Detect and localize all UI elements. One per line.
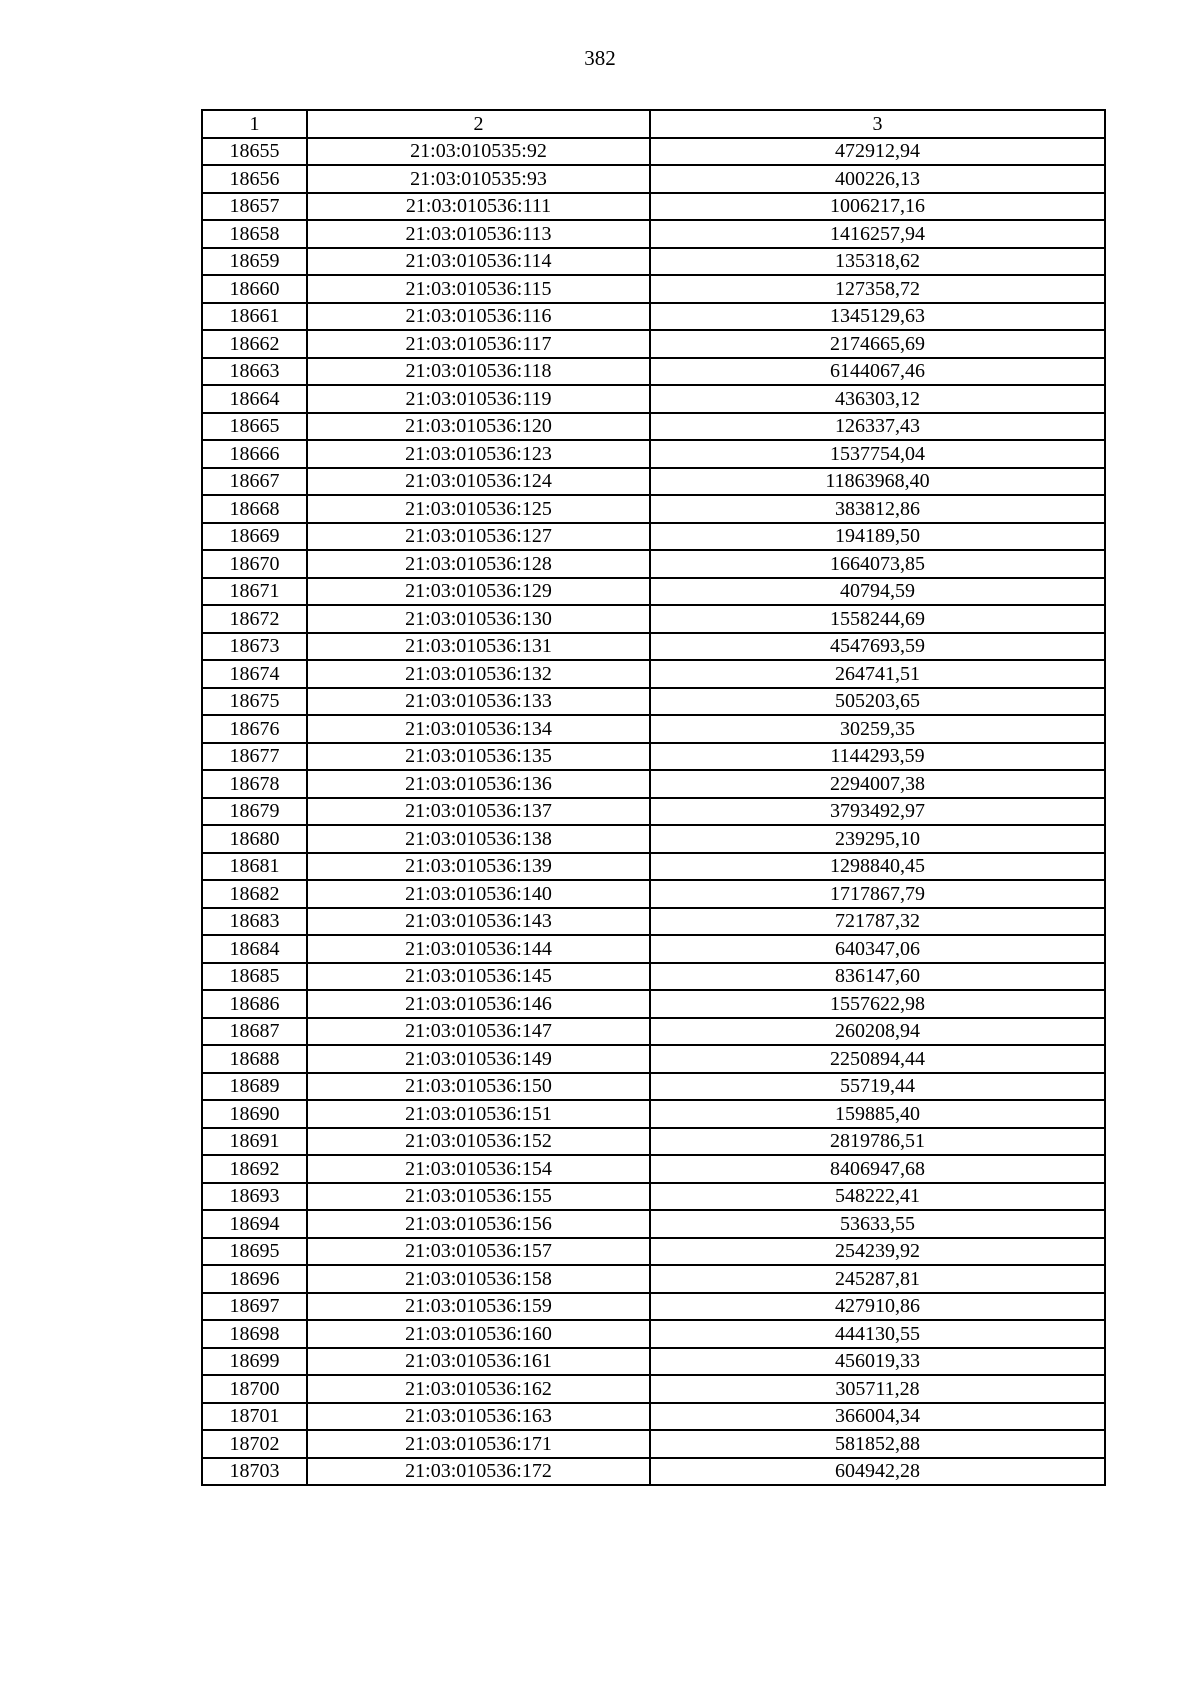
row-number-cell: 18667 (202, 468, 307, 496)
cadastral-value-cell: 254239,92 (650, 1238, 1105, 1266)
table-row (202, 1183, 1105, 1211)
cadastral-value-cell: 55719,44 (650, 1073, 1105, 1101)
cadastral-number-cell: 21:03:010536:139 (307, 853, 650, 881)
cadastral-value-cell: 548222,41 (650, 1183, 1105, 1211)
row-number-cell: 18702 (202, 1430, 307, 1458)
table-header-row (202, 110, 1105, 138)
table-row (202, 1100, 1105, 1128)
cadastral-number-cell: 21:03:010536:172 (307, 1458, 650, 1486)
row-number-cell: 18680 (202, 825, 307, 853)
cadastral-number-cell: 21:03:010536:145 (307, 963, 650, 991)
row-number-cell: 18657 (202, 193, 307, 221)
row-number-cell: 18668 (202, 495, 307, 523)
cadastral-number-cell: 21:03:010536:119 (307, 385, 650, 413)
cadastral-number-cell: 21:03:010536:115 (307, 275, 650, 303)
table-row (202, 1155, 1105, 1183)
row-number-cell: 18701 (202, 1403, 307, 1431)
cadastral-number-cell: 21:03:010536:140 (307, 880, 650, 908)
table-row (202, 220, 1105, 248)
cadastral-number-cell: 21:03:010536:118 (307, 358, 650, 386)
cadastral-value-cell: 264741,51 (650, 660, 1105, 688)
cadastral-number-cell: 21:03:010536:138 (307, 825, 650, 853)
table-row (202, 633, 1105, 661)
column-header-2: 2 (307, 110, 650, 138)
cadastral-value-cell: 127358,72 (650, 275, 1105, 303)
cadastral-number-cell: 21:03:010536:123 (307, 440, 650, 468)
table-row (202, 1045, 1105, 1073)
cadastral-value-cell: 456019,33 (650, 1348, 1105, 1376)
row-number-cell: 18690 (202, 1100, 307, 1128)
table-row (202, 660, 1105, 688)
row-number-cell: 18674 (202, 660, 307, 688)
row-number-cell: 18660 (202, 275, 307, 303)
cadastral-value-cell: 40794,59 (650, 578, 1105, 606)
cadastral-number-cell: 21:03:010536:144 (307, 935, 650, 963)
cadastral-value-cell: 436303,12 (650, 385, 1105, 413)
cadastral-number-cell: 21:03:010535:92 (307, 138, 650, 166)
table-row (202, 908, 1105, 936)
row-number-cell: 18688 (202, 1045, 307, 1073)
row-number-cell: 18671 (202, 578, 307, 606)
row-number-cell: 18673 (202, 633, 307, 661)
table-row (202, 1265, 1105, 1293)
cadastral-value-cell: 135318,62 (650, 248, 1105, 276)
row-number-cell: 18659 (202, 248, 307, 276)
cadastral-value-cell: 3793492,97 (650, 798, 1105, 826)
page-number: 382 (584, 46, 616, 70)
table-row (202, 1320, 1105, 1348)
table-row (202, 1375, 1105, 1403)
cadastral-number-cell: 21:03:010536:130 (307, 605, 650, 633)
row-number-cell: 18670 (202, 550, 307, 578)
cadastral-number-cell: 21:03:010536:117 (307, 330, 650, 358)
row-number-cell: 18666 (202, 440, 307, 468)
cadastral-value-cell: 30259,35 (650, 715, 1105, 743)
cadastral-value-cell: 2294007,38 (650, 770, 1105, 798)
cadastral-number-cell: 21:03:010536:116 (307, 303, 650, 331)
cadastral-value-cell: 11863968,40 (650, 468, 1105, 496)
cadastral-value-cell: 6144067,46 (650, 358, 1105, 386)
cadastral-number-cell: 21:03:010536:150 (307, 1073, 650, 1101)
cadastral-value-cell: 1416257,94 (650, 220, 1105, 248)
cadastral-value-cell: 836147,60 (650, 963, 1105, 991)
row-number-cell: 18663 (202, 358, 307, 386)
cadastral-value-cell: 305711,28 (650, 1375, 1105, 1403)
cadastral-value-cell: 721787,32 (650, 908, 1105, 936)
cadastral-value-cell: 444130,55 (650, 1320, 1105, 1348)
cadastral-number-cell: 21:03:010536:127 (307, 523, 650, 551)
table-row (202, 1430, 1105, 1458)
row-number-cell: 18684 (202, 935, 307, 963)
cadastral-number-cell: 21:03:010536:137 (307, 798, 650, 826)
cadastral-number-cell: 21:03:010536:129 (307, 578, 650, 606)
cadastral-number-cell: 21:03:010536:113 (307, 220, 650, 248)
row-number-cell: 18682 (202, 880, 307, 908)
row-number-cell: 18669 (202, 523, 307, 551)
table-row (202, 688, 1105, 716)
row-number-cell: 18687 (202, 1018, 307, 1046)
cadastral-value-cell: 581852,88 (650, 1430, 1105, 1458)
table-row (202, 1293, 1105, 1321)
cadastral-number-cell: 21:03:010536:156 (307, 1210, 650, 1238)
cadastral-value-cell: 53633,55 (650, 1210, 1105, 1238)
cadastral-number-cell: 21:03:010536:143 (307, 908, 650, 936)
cadastral-value-cell: 245287,81 (650, 1265, 1105, 1293)
cadastral-value-cell: 1537754,04 (650, 440, 1105, 468)
table-row (202, 770, 1105, 798)
cadastral-value-cell: 383812,86 (650, 495, 1105, 523)
cadastral-value-cell: 1298840,45 (650, 853, 1105, 881)
cadastral-number-cell: 21:03:010536:157 (307, 1238, 650, 1266)
table-body (202, 138, 1105, 1486)
cadastral-value-cell: 1144293,59 (650, 743, 1105, 771)
cadastral-value-cell: 1717867,79 (650, 880, 1105, 908)
cadastral-number-cell: 21:03:010536:132 (307, 660, 650, 688)
table-row (202, 385, 1105, 413)
table-row (202, 853, 1105, 881)
cadastral-value-cell: 159885,40 (650, 1100, 1105, 1128)
cadastral-number-cell: 21:03:010536:151 (307, 1100, 650, 1128)
row-number-cell: 18697 (202, 1293, 307, 1321)
cadastral-number-cell: 21:03:010536:158 (307, 1265, 650, 1293)
table-row (202, 1128, 1105, 1156)
cadastral-number-cell: 21:03:010536:159 (307, 1293, 650, 1321)
cadastral-number-cell: 21:03:010536:152 (307, 1128, 650, 1156)
table-row (202, 605, 1105, 633)
cadastral-value-cell: 2819786,51 (650, 1128, 1105, 1156)
cadastral-value-cell: 1345129,63 (650, 303, 1105, 331)
table-row (202, 413, 1105, 441)
row-number-cell: 18655 (202, 138, 307, 166)
row-number-cell: 18683 (202, 908, 307, 936)
cadastral-value-cell: 260208,94 (650, 1018, 1105, 1046)
row-number-cell: 18692 (202, 1155, 307, 1183)
table-row (202, 303, 1105, 331)
cadastral-value-cell: 505203,65 (650, 688, 1105, 716)
row-number-cell: 18700 (202, 1375, 307, 1403)
cadastral-number-cell: 21:03:010536:149 (307, 1045, 650, 1073)
cadastral-value-cell: 8406947,68 (650, 1155, 1105, 1183)
table-row (202, 1403, 1105, 1431)
cadastral-value-cell: 4547693,59 (650, 633, 1105, 661)
row-number-cell: 18658 (202, 220, 307, 248)
table-row (202, 963, 1105, 991)
table-row (202, 358, 1105, 386)
table-row (202, 275, 1105, 303)
row-number-cell: 18675 (202, 688, 307, 716)
row-number-cell: 18686 (202, 990, 307, 1018)
row-number-cell: 18677 (202, 743, 307, 771)
table-row (202, 330, 1105, 358)
table-row (202, 1210, 1105, 1238)
cadastral-value-cell: 2250894,44 (650, 1045, 1105, 1073)
table-row (202, 248, 1105, 276)
cadastral-number-cell: 21:03:010535:93 (307, 165, 650, 193)
row-number-cell: 18661 (202, 303, 307, 331)
table-row (202, 880, 1105, 908)
cadastral-number-cell: 21:03:010536:120 (307, 413, 650, 441)
row-number-cell: 18681 (202, 853, 307, 881)
table-row (202, 1238, 1105, 1266)
row-number-cell: 18694 (202, 1210, 307, 1238)
cadastral-number-cell: 21:03:010536:133 (307, 688, 650, 716)
table-row (202, 138, 1105, 166)
cadastral-value-cell: 194189,50 (650, 523, 1105, 551)
table-row (202, 743, 1105, 771)
row-number-cell: 18656 (202, 165, 307, 193)
row-number-cell: 18699 (202, 1348, 307, 1376)
cadastral-value-cell: 239295,10 (650, 825, 1105, 853)
row-number-cell: 18672 (202, 605, 307, 633)
cadastral-value-cell: 1558244,69 (650, 605, 1105, 633)
row-number-cell: 18665 (202, 413, 307, 441)
cadastral-value-cell: 1006217,16 (650, 193, 1105, 221)
table-row (202, 468, 1105, 496)
cadastral-number-cell: 21:03:010536:131 (307, 633, 650, 661)
cadastral-number-cell: 21:03:010536:114 (307, 248, 650, 276)
table-row (202, 495, 1105, 523)
cadastral-number-cell: 21:03:010536:125 (307, 495, 650, 523)
cadastral-value-cell: 2174665,69 (650, 330, 1105, 358)
table-row (202, 1018, 1105, 1046)
table-row (202, 578, 1105, 606)
cadastral-value-cell: 126337,43 (650, 413, 1105, 441)
table-row (202, 798, 1105, 826)
cadastral-number-cell: 21:03:010536:171 (307, 1430, 650, 1458)
row-number-cell: 18696 (202, 1265, 307, 1293)
row-number-cell: 18676 (202, 715, 307, 743)
row-number-cell: 18662 (202, 330, 307, 358)
table-row (202, 935, 1105, 963)
cadastral-number-cell: 21:03:010536:163 (307, 1403, 650, 1431)
row-number-cell: 18689 (202, 1073, 307, 1101)
table-row (202, 440, 1105, 468)
column-header-1: 1 (202, 110, 307, 138)
cadastral-number-cell: 21:03:010536:128 (307, 550, 650, 578)
table-row (202, 523, 1105, 551)
row-number-cell: 18703 (202, 1458, 307, 1486)
row-number-cell: 18693 (202, 1183, 307, 1211)
cadastral-number-cell: 21:03:010536:160 (307, 1320, 650, 1348)
cadastral-number-cell: 21:03:010536:155 (307, 1183, 650, 1211)
table-row (202, 990, 1105, 1018)
cadastral-value-cell: 1557622,98 (650, 990, 1105, 1018)
row-number-cell: 18678 (202, 770, 307, 798)
cadastral-value-cell: 427910,86 (650, 1293, 1105, 1321)
table-row (202, 550, 1105, 578)
cadastral-number-cell: 21:03:010536:154 (307, 1155, 650, 1183)
table-row (202, 193, 1105, 221)
cadastral-number-cell: 21:03:010536:134 (307, 715, 650, 743)
table-row (202, 165, 1105, 193)
cadastral-value-cell: 604942,28 (650, 1458, 1105, 1486)
cadastral-value-cell: 400226,13 (650, 165, 1105, 193)
cadastral-number-cell: 21:03:010536:147 (307, 1018, 650, 1046)
table-row (202, 1073, 1105, 1101)
cadastral-number-cell: 21:03:010536:136 (307, 770, 650, 798)
row-number-cell: 18685 (202, 963, 307, 991)
cadastral-number-cell: 21:03:010536:135 (307, 743, 650, 771)
cadastral-value-cell: 366004,34 (650, 1403, 1105, 1431)
table-row (202, 1348, 1105, 1376)
cadastral-number-cell: 21:03:010536:146 (307, 990, 650, 1018)
cadastral-number-cell: 21:03:010536:111 (307, 193, 650, 221)
cadastral-value-cell: 472912,94 (650, 138, 1105, 166)
cadastral-value-cell: 640347,06 (650, 935, 1105, 963)
table-row (202, 1458, 1105, 1486)
row-number-cell: 18695 (202, 1238, 307, 1266)
cadastral-value-cell: 1664073,85 (650, 550, 1105, 578)
cadastral-number-cell: 21:03:010536:161 (307, 1348, 650, 1376)
cadastral-value-table (201, 109, 1106, 1486)
row-number-cell: 18698 (202, 1320, 307, 1348)
row-number-cell: 18664 (202, 385, 307, 413)
column-header-3: 3 (650, 110, 1105, 138)
cadastral-number-cell: 21:03:010536:124 (307, 468, 650, 496)
table-row (202, 715, 1105, 743)
table-row (202, 825, 1105, 853)
row-number-cell: 18679 (202, 798, 307, 826)
row-number-cell: 18691 (202, 1128, 307, 1156)
cadastral-number-cell: 21:03:010536:162 (307, 1375, 650, 1403)
